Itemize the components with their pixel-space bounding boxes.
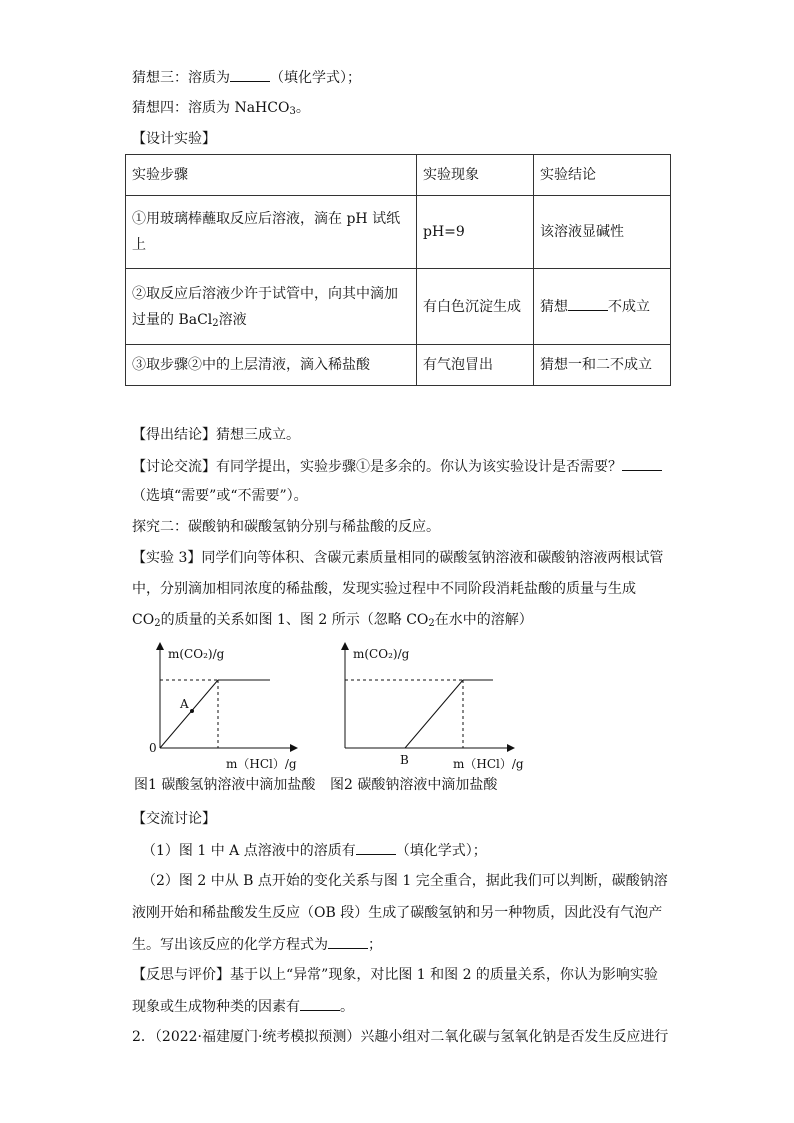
table-cell: 猜想一和二不成立	[534, 345, 671, 386]
discuss-options-line: （选填“需要”或“不需要”）。	[132, 488, 308, 504]
x-axis-label: m（HCl）/g	[453, 757, 524, 771]
answer-blank[interactable]	[328, 934, 368, 949]
experiment-3-line: 【实验 3】同学们向等体积、含碳元素质量相同的碳酸氢钠溶液和碳酸钠溶液两根试管	[132, 550, 664, 566]
table-cell: ②取反应后溶液少许于试管中，向其中滴加 过量的 BaCl$_2$溶液	[126, 269, 417, 345]
discuss-line: 【讨论交流】有同学提出，实验步骤①是多余的。你认为该实验设计是否需要？	[132, 456, 662, 477]
answer-blank[interactable]	[622, 456, 662, 471]
reflection-line: 【反思与评价】基于以上“异常”现象，对比图 1 和图 2 的质量关系，你认为影响实验	[132, 967, 658, 983]
question-2-line: （2）图 2 中从 B 点开始的变化关系与图 1 完全重合，据此我们可以判断，碳酸钠溶	[142, 873, 668, 889]
table-cell: ①用玻璃棒蘸取反应后溶液，滴在 pH 试纸 上	[126, 196, 417, 269]
next-question-line: 2．（2022·福建厦门·统考模拟预测）兴趣小组对二氧化碳与氢氧化钠是否发生反应进行	[132, 1029, 669, 1045]
rising-line	[405, 680, 463, 748]
y-axis-arrow-icon	[341, 642, 349, 650]
figure-1-graph	[140, 640, 320, 772]
point-a-marker	[190, 709, 194, 713]
point-b-label: B	[400, 753, 409, 767]
table-header: 实验现象	[417, 155, 534, 196]
explore-2-line: 探究二：碳酸钠和碳酸氢钠分别与稀盐酸的反应。	[132, 519, 440, 535]
table-row	[126, 196, 671, 269]
table-cell: pH=9	[417, 196, 534, 269]
answer-blank[interactable]	[568, 296, 608, 311]
table-cell: 该溶液显碱性	[534, 196, 671, 269]
rising-line	[160, 680, 218, 748]
table-cell: ③取步骤②中的上层清液，滴入稀盐酸	[126, 345, 417, 386]
x-axis-arrow-icon	[290, 744, 298, 752]
table-row	[126, 269, 671, 345]
reflection-line: 现象或生成物种类的因素有 。	[132, 996, 354, 1017]
answer-blank[interactable]	[230, 67, 270, 82]
answer-blank[interactable]	[356, 840, 396, 855]
table-cell: 猜想 不成立	[534, 269, 671, 345]
x-axis-label: m（HCl）/g	[226, 757, 297, 771]
point-a-label: A	[180, 697, 189, 711]
conclusion-line: 【得出结论】猜想三成立。	[132, 427, 300, 443]
figure-2-caption: 图2 碳酸钠溶液中滴加盐酸	[330, 777, 498, 793]
question-2-line: 液刚开始和稀盐酸发生反应（OB 段）生成了碳酸氢钠和另一种物质，因此没有气泡产	[132, 905, 663, 921]
table-header: 实验结论	[534, 155, 671, 196]
guess-3-line: 猜想三：溶质为 （填化学式）；	[132, 67, 361, 88]
x-axis-arrow-icon	[507, 744, 515, 752]
y-axis-label: m(CO₂)/g	[168, 647, 225, 661]
origin-label: 0	[149, 741, 157, 755]
y-axis-arrow-icon	[156, 642, 164, 650]
table-cell: 有气泡冒出	[417, 345, 534, 386]
design-heading: 【设计实验】	[132, 131, 216, 147]
answer-blank[interactable]	[300, 996, 340, 1011]
table-cell: 有白色沉淀生成	[417, 269, 534, 345]
experiment-table	[125, 154, 671, 386]
table-header: 实验步骤	[126, 155, 417, 196]
guess-4-line: 猜想四：溶质为 NaHCO$_3$。	[132, 100, 310, 117]
question-2-line: 生。写出该反应的化学方程式为 ；	[132, 934, 382, 955]
figure-1-caption: 图1 碳酸氢钠溶液中滴加盐酸	[134, 777, 316, 793]
table-header-row	[126, 155, 671, 196]
question-1-line: （1）图 1 中 A 点溶液中的溶质有 （填化学式）；	[142, 840, 487, 861]
table-row	[126, 345, 671, 386]
discussion-heading: 【交流讨论】	[132, 811, 216, 827]
figure-2-graph	[325, 640, 524, 772]
experiment-3-line: $CO_2$的质量的关系如图 1、图 2 所示（忽略 $CO_2$在水中的溶解）	[132, 612, 533, 629]
y-axis-label: m(CO₂)/g	[353, 647, 410, 661]
experiment-3-line: 中，分别滴加相同浓度的稀盐酸，发现实验过程中不同阶段消耗盐酸的质量与生成	[132, 581, 636, 597]
